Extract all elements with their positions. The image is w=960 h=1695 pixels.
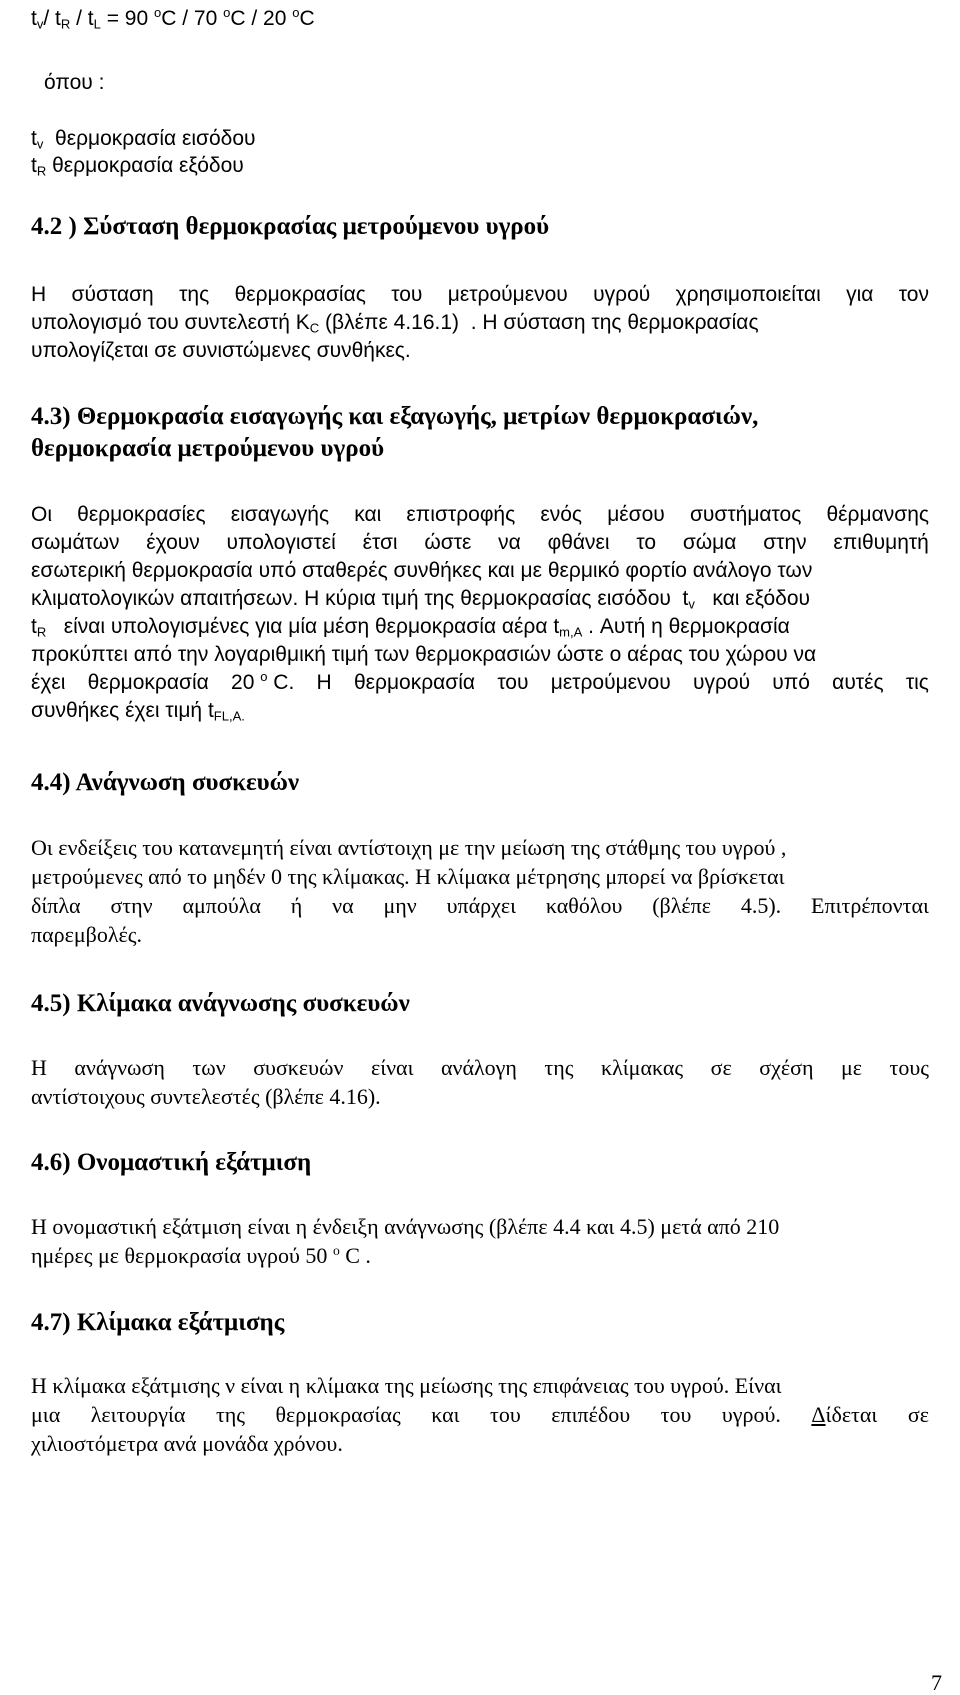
temperature-formula: $t_v/$ $t_R / t_L = 90$ $^o$C / 70 $^o$C / 20 $^o$C	[31, 5, 315, 32]
paragraph-4-2-line: υπολογισμό του συντελεστή $K_C$ (βλέπε 4.16.1) . Η σύσταση της θερμοκρασίας	[31, 311, 759, 336]
section-heading-4-4: 4.4) Ανάγνωση συσκευών	[31, 769, 300, 796]
paragraph-4-3-line: $t_R$ είναι υπολογισμένες για μία μέση θερμοκρασία αέρα $t_{m,A}$ . Αυτή η θερμοκρασία	[31, 615, 790, 640]
tr-definition: $t_R$ θερμοκρασία εξόδου	[31, 154, 244, 179]
paragraph-4-3-line: κλιματολογικών απαιτήσεων. Η κύρια τιμή της θερμοκρασίας εισόδου $t_v$ και εξόδου	[31, 587, 810, 612]
section-heading-4-6: 4.6) Ονομαστική εξάτμιση	[31, 1149, 312, 1176]
paragraph-4-5-line: αντίστοιχους συντελεστές (βλέπε 4.16).	[31, 1084, 381, 1109]
paragraph-4-5-line: Η ανάγνωση των συσκευών είναι ανάλογη της κλίμακας σε σχέση με τους	[31, 1055, 929, 1080]
paragraph-4-3-line: συνθήκες έχει τιμή $t_{FL,A.}$	[31, 699, 245, 724]
paragraph-4-7-line: Η κλίμακα εξάτμισης ν είναι η κλίμακα της μείωσης της επιφάνειας του υγρού. Είναι	[31, 1373, 782, 1398]
paragraph-4-6-line: Η ονομαστική εξάτμιση είναι η ένδειξη ανάγνωσης (βλέπε 4.4 και 4.5) μετά από 210	[31, 1214, 780, 1239]
paragraph-4-3-line: έχει θερμοκρασία 20 $^o$ C. Η θερμοκρασία του μετρούμενου υγρού υπό αυτές τις	[31, 669, 929, 694]
paragraph-4-2-line: Η σύσταση της θερμοκρασίας του μετρούμενου υγρού χρησιμοποιείται για τον	[31, 283, 929, 306]
page-number: 7	[931, 1670, 942, 1695]
section-heading-4-2: 4.2 ) Σύσταση θερμοκρασίας μετρούμενου υγρού	[31, 213, 550, 240]
paragraph-4-4-line: παρεμβολές.	[31, 922, 142, 947]
section-heading-4-3-cont: θερμοκρασία μετρούμενου υγρού	[31, 435, 385, 462]
where-label: όπου :	[44, 71, 105, 94]
paragraph-4-2-line: υπολογίζεται σε συνιστώμενες συνθήκες.	[31, 339, 411, 362]
paragraph-4-3-line: Οι θερμοκρασίες εισαγωγής και επιστροφής ενός μέσου συστήματος θέρμανσης	[31, 503, 929, 526]
tv-definition: $t_v$ θερμοκρασία εισόδου	[31, 127, 256, 152]
paragraph-4-7-line: μια λειτουργία της θερμοκρασίας και του επιπέδου του υγρού. Δίδεται σε	[31, 1402, 929, 1427]
paragraph-4-4-line: Οι ενδείξεις του κατανεμητή είναι αντίστοιχη με την μείωση της στάθμης του υγρού ,	[31, 835, 787, 860]
paragraph-4-3-line: εσωτερική θερμοκρασία υπό σταθερές συνθήκες και με θερμικό φορτίο ανάλογο των	[31, 559, 813, 582]
section-heading-4-5: 4.5) Κλίμακα ανάγνωσης συσκευών	[31, 990, 410, 1017]
paragraph-4-3-line: σωμάτων έχουν υπολογιστεί έτσι ώστε να φθάνει το σώμα στην επιθυμητή	[31, 531, 929, 554]
paragraph-4-3-line: προκύπτει από την λογαριθμική τιμή των θερμοκρασιών ώστε ο αέρας του χώρου να	[31, 643, 817, 666]
section-heading-4-7: 4.7) Κλίμακα εξάτμισης	[31, 1309, 285, 1336]
paragraph-4-7-line: χιλιοστόμετρα ανά μονάδα χρόνου.	[31, 1431, 343, 1456]
section-heading-4-3: 4.3) Θερμοκρασία εισαγωγής και εξαγωγής, μετρίων θερμοκρασιών,	[31, 403, 759, 430]
paragraph-4-4-line: μετρούμενες από το μηδέν 0 της κλίμακας. Η κλίμακα μέτρησης μπορεί να βρίσκεται	[31, 864, 785, 889]
paragraph-4-4-line: δίπλα στην αμπούλα ή να μην υπάρχει καθόλου (βλέπε 4.5). Επιτρέπονται	[31, 893, 929, 918]
paragraph-4-6-line: ημέρες με θερμοκρασία υγρού 50 $^o$ C .	[31, 1242, 371, 1268]
